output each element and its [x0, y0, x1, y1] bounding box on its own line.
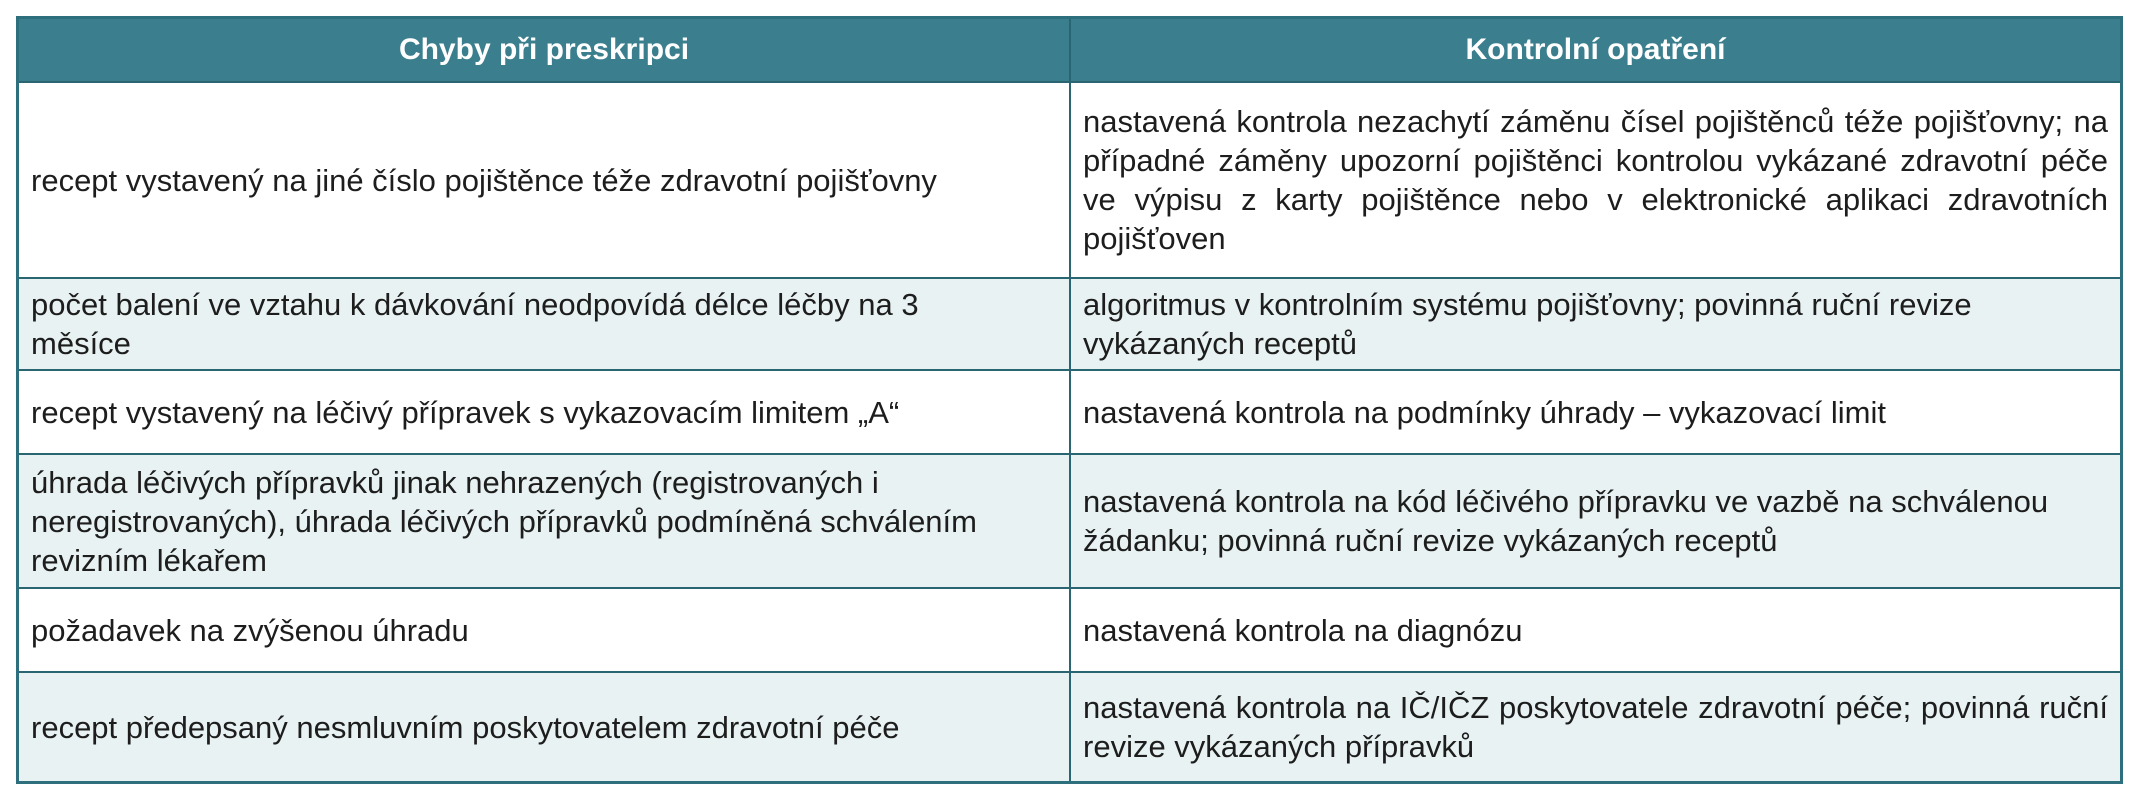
table-row — [19, 588, 2120, 672]
control-cell: nastavená kontrola na IČ/IČZ poskytovatele zdravotní péče; povinná ruční revize vykázaných přípravků — [1070, 672, 2120, 781]
column-header-controls: Kontrolní opatření — [1070, 19, 2120, 82]
table-row — [19, 454, 2120, 588]
prescription-errors-table — [16, 16, 2123, 784]
error-cell: požadavek na zvýšenou úhradu — [19, 588, 1070, 672]
table-row — [19, 370, 2120, 454]
column-header-errors: Chyby při preskripci — [19, 19, 1070, 82]
control-cell: nastavená kontrola nezachytí záměnu čísel pojištěnců téže pojišťovny; na případné záměny upozorní pojištěnci kontrolou vykázané zdravotní péče ve výpisu z karty pojištěnce nebo v elektronické aplikaci zdravotních pojišťoven — [1070, 82, 2120, 278]
error-cell: recept vystavený na jiné číslo pojištěnce téže zdravotní pojišťovny — [19, 82, 1070, 278]
error-cell: recept vystavený na léčivý přípravek s vykazovacím limitem „A“ — [19, 370, 1070, 454]
table-row — [19, 278, 2120, 370]
control-cell: algoritmus v kontrolním systému pojišťovny; povinná ruční revize vykázaných receptů — [1070, 278, 2120, 370]
table — [19, 19, 2120, 781]
table-row — [19, 672, 2120, 781]
error-cell: počet balení ve vztahu k dávkování neodpovídá délce léčby na 3 měsíce — [19, 278, 1070, 370]
control-cell: nastavená kontrola na kód léčivého přípravku ve vazbě na schválenou žádanku; povinná ruční revize vykázaných receptů — [1070, 454, 2120, 588]
control-cell: nastavená kontrola na podmínky úhrady – vykazovací limit — [1070, 370, 2120, 454]
error-cell: úhrada léčivých přípravků jinak nehrazených (registrovaných i neregistrovaných), úhrada léčivých přípravků podmíněná schválením revizním lékařem — [19, 454, 1070, 588]
table-header-row — [19, 19, 2120, 82]
control-cell: nastavená kontrola na diagnózu — [1070, 588, 2120, 672]
table-row — [19, 82, 2120, 278]
error-cell: recept předepsaný nesmluvním poskytovatelem zdravotní péče — [19, 672, 1070, 781]
